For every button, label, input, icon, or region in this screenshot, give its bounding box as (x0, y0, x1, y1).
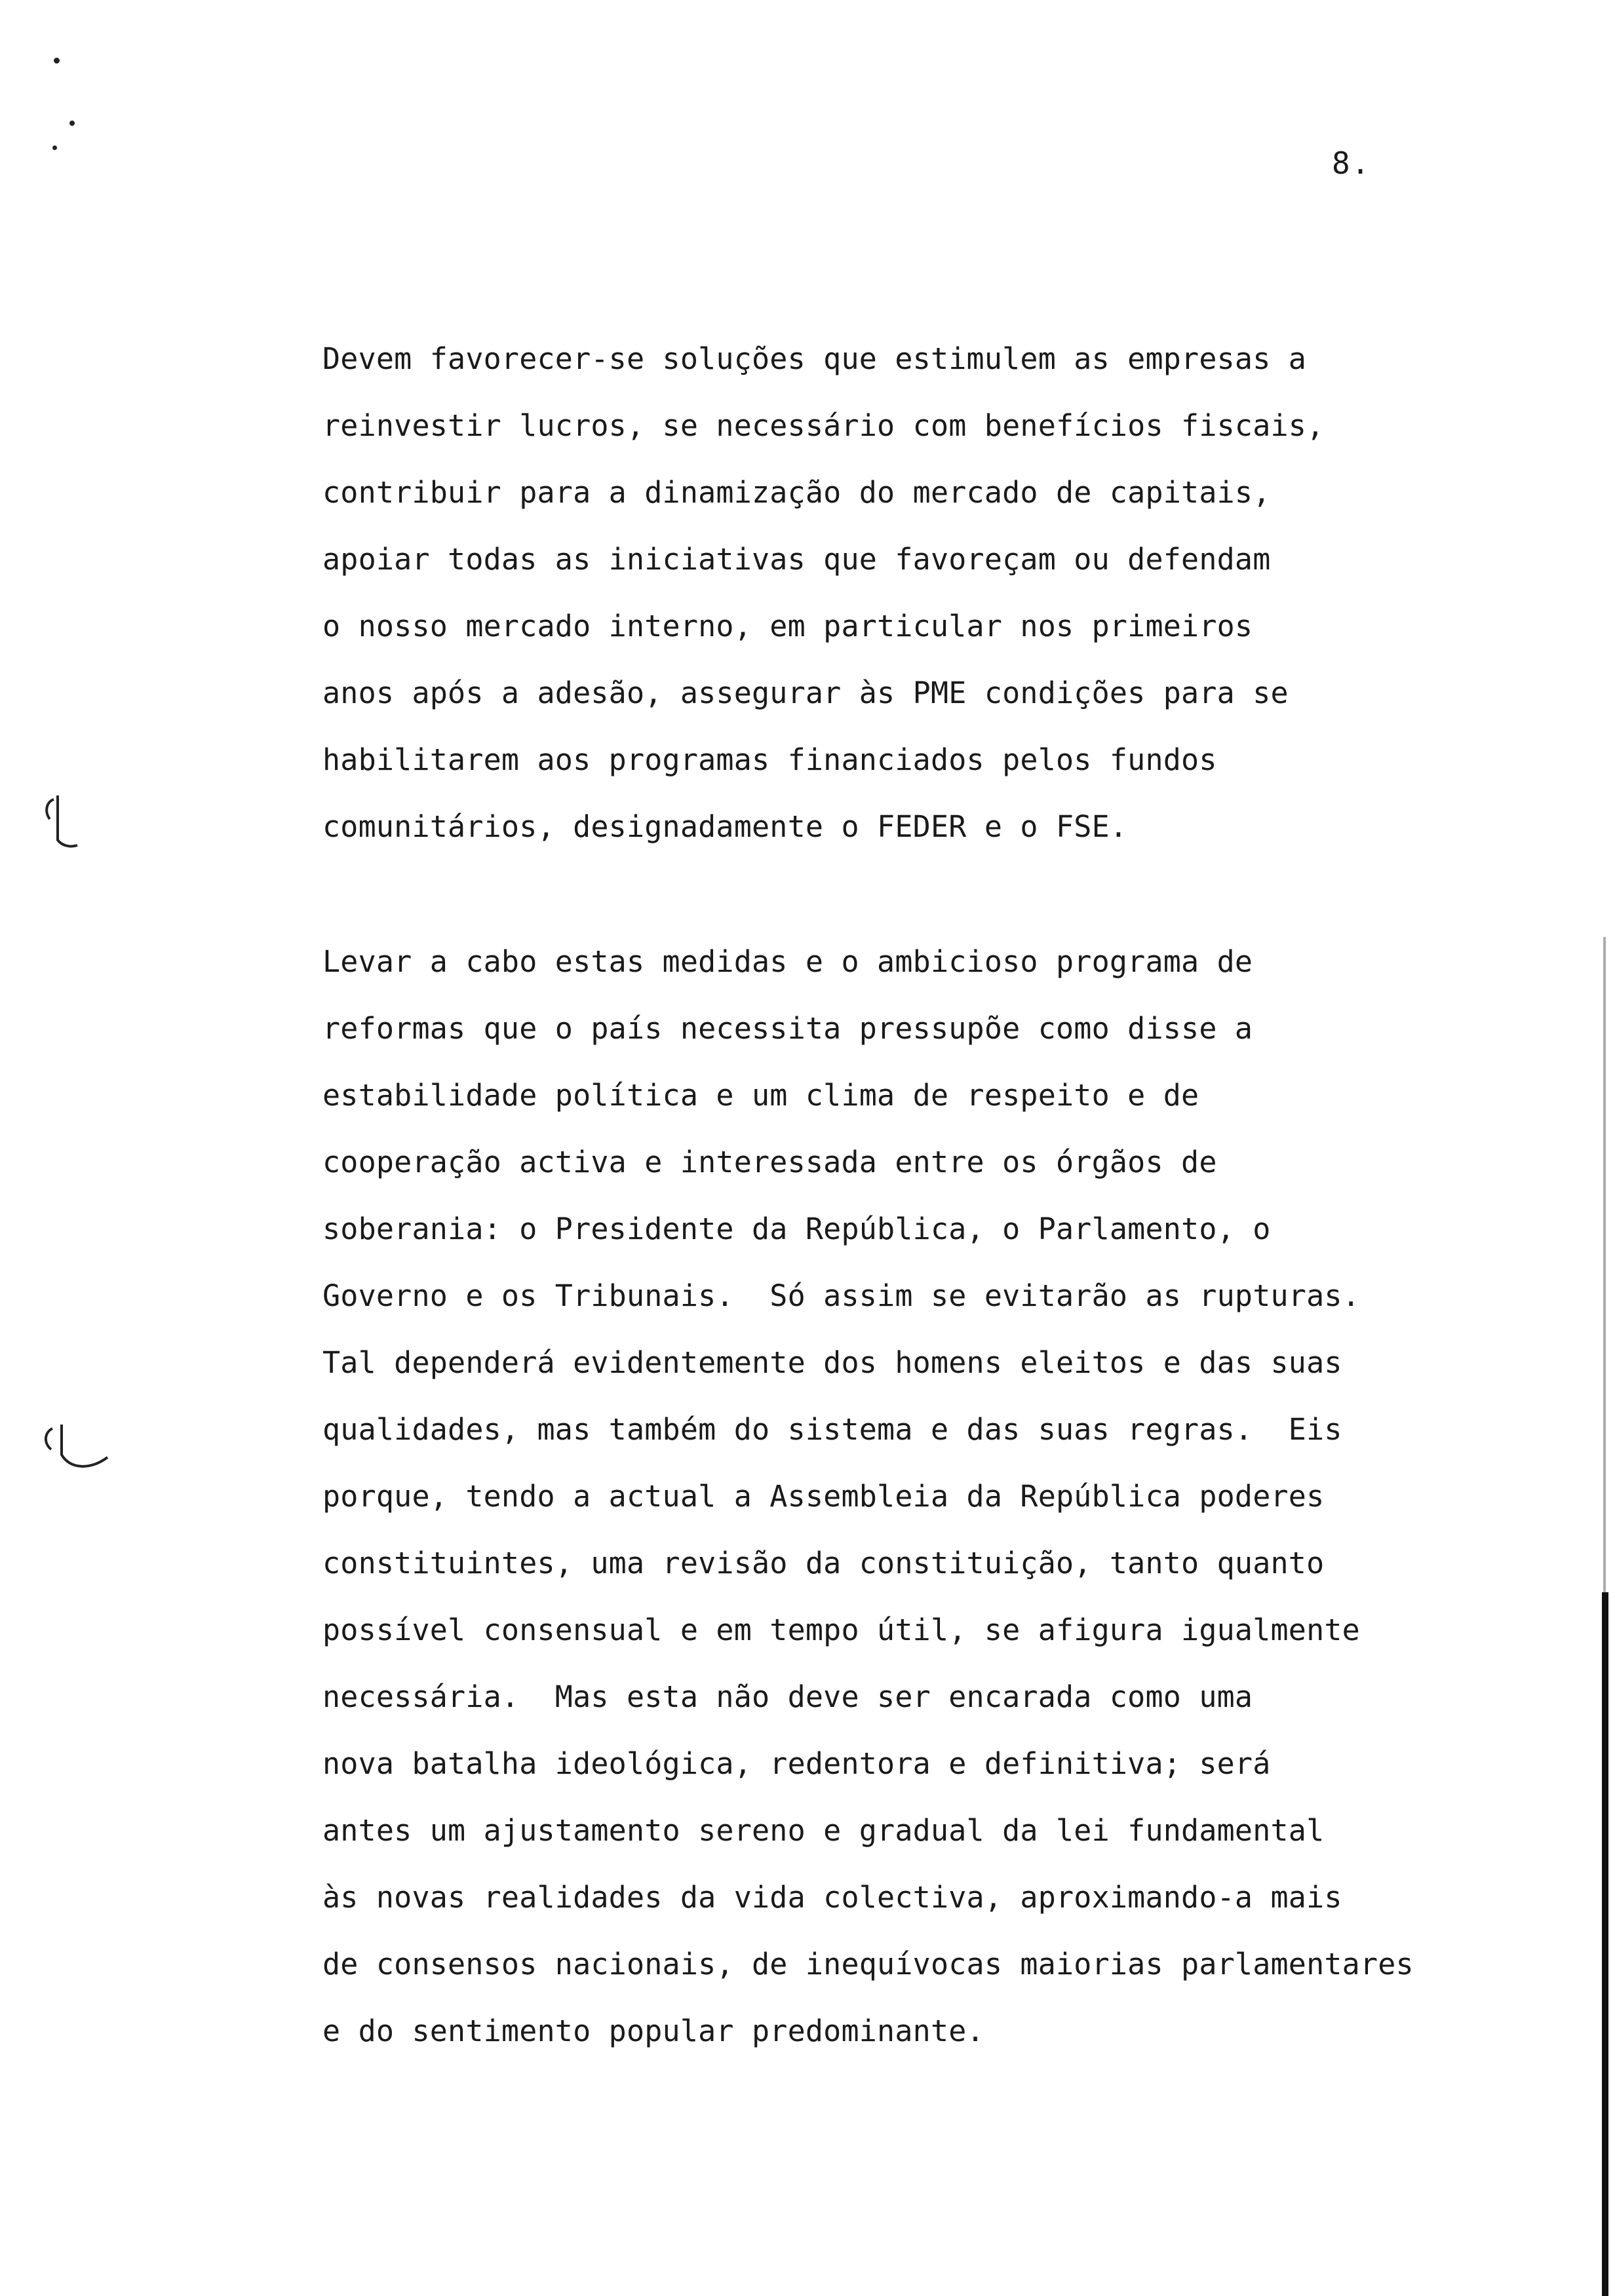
scan-edge-line (1602, 1592, 1608, 2296)
page-number: 8. (1332, 145, 1371, 181)
paragraph (322, 928, 1568, 2065)
text-line: e do sentimento popular predominante. (322, 2014, 984, 2048)
paragraph (322, 326, 1568, 860)
text-line: antes um ajustamento sereno e gradual da lei fundamental (322, 1813, 1325, 1848)
text-line: o nosso mercado interno, em particular nos primeiros (322, 609, 1253, 643)
text-line: Devem favorecer-se soluções que estimulem as empresas a (322, 341, 1307, 376)
text-line: reinvestir lucros, se necessário com benefícios fiscais, (322, 408, 1325, 443)
text-line: constituintes, uma revisão da constituição, tanto quanto (322, 1546, 1325, 1580)
scan-speck (54, 58, 60, 64)
text-line: nova batalha ideológica, redentora e definitiva; será (322, 1746, 1271, 1781)
text-line: reformas que o país necessita pressupõe como disse a (322, 1011, 1253, 1046)
text-line: necessária. Mas esta não deve ser encarada como uma (322, 1679, 1253, 1714)
text-line: possível consensual e em tempo útil, se afigura igualmente (322, 1613, 1360, 1647)
scan-speck (69, 121, 75, 126)
text-line: qualidades, mas também do sistema e das suas regras. Eis (322, 1412, 1342, 1447)
text-line: estabilidade política e um clima de respeito e de (322, 1078, 1199, 1113)
text-line: porque, tendo a actual a Assembleia da República poderes (322, 1479, 1325, 1514)
text-line: anos após a adesão, assegurar às PME condições para se (322, 676, 1289, 710)
text-line: apoiar todas as iniciativas que favoreçam ou defendam (322, 542, 1271, 577)
text-line: habilitarem aos programas financiados pelos fundos (322, 742, 1217, 777)
margin-mark-icon (39, 1421, 111, 1480)
text-line: soberania: o Presidente da República, o Parlamento, o (322, 1212, 1271, 1246)
text-line: de consensos nacionais, de inequívocas maiorias parlamentares (322, 1947, 1414, 1981)
text-line: comunitários, designadamente o FEDER e o FSE. (322, 809, 1128, 844)
text-line: Tal dependerá evidentemente dos homens eleitos e das suas (322, 1345, 1342, 1380)
text-line: cooperação activa e interessada entre os órgãos de (322, 1145, 1217, 1179)
scan-speck (52, 145, 57, 150)
text-line: Governo e os Tribunais. Só assim se evitarão as rupturas. (322, 1278, 1360, 1313)
scan-edge-line (1603, 937, 1606, 1592)
margin-mark-icon (39, 793, 79, 852)
text-line: Levar a cabo estas medidas e o ambicioso programa de (322, 944, 1253, 979)
text-line: contribuir para a dinamização do mercado de capitais, (322, 475, 1271, 510)
text-line: às novas realidades da vida colectiva, aproximando-a mais (322, 1880, 1342, 1915)
